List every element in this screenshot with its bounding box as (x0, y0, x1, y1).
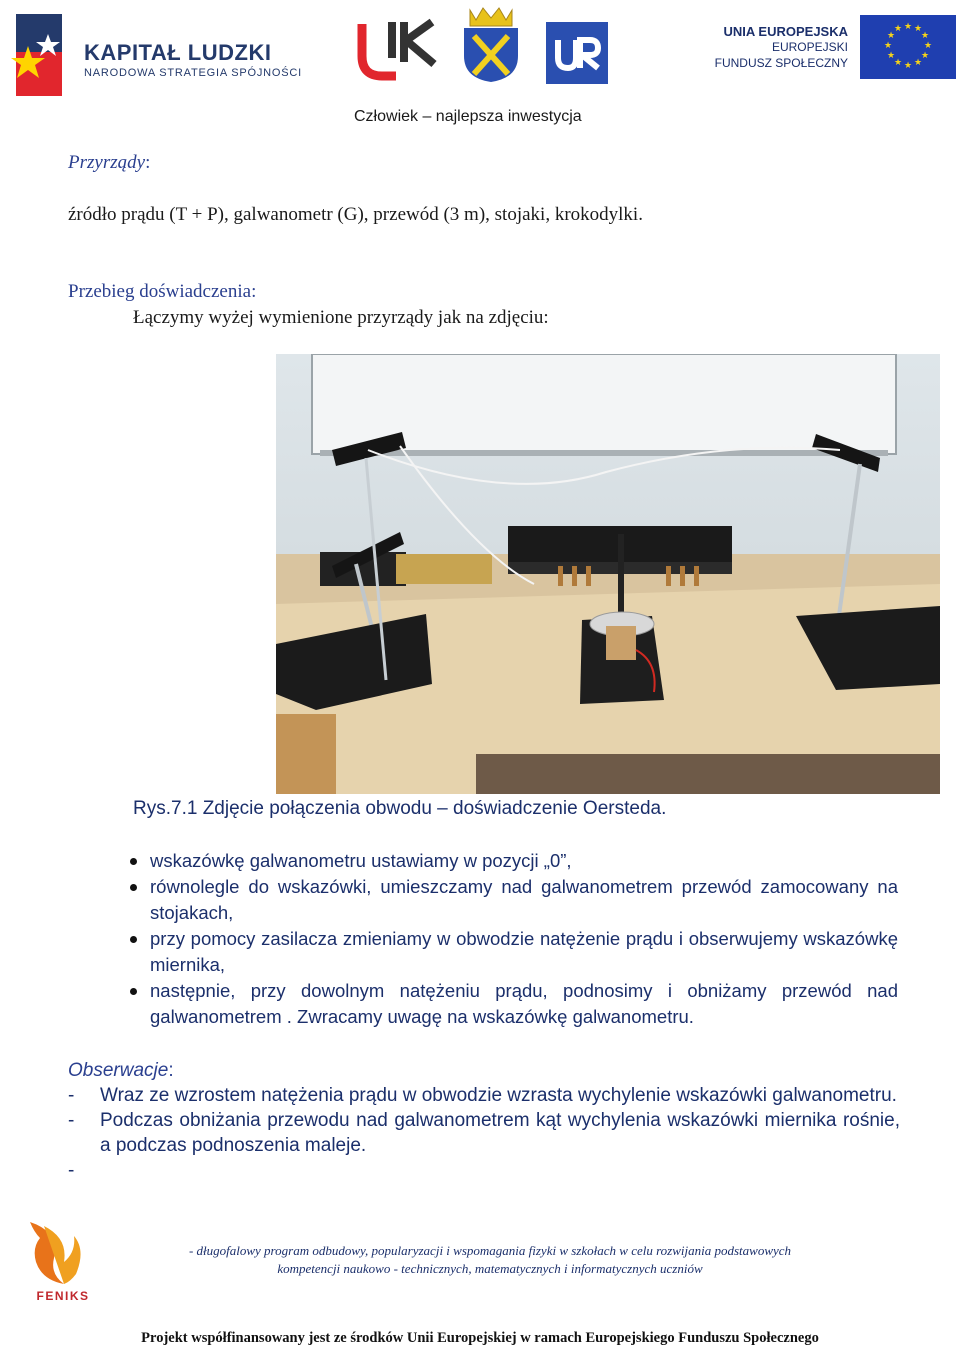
przyrzady-heading: Przyrządy (68, 152, 146, 173)
przebieg-text: Łączymy wyżej wymienione przyrządy jak na zdjęciu: (133, 307, 549, 328)
slogan: Człowiek – najlepsza inwestycja (354, 108, 582, 125)
experiment-photo (276, 354, 940, 794)
przyrzady-text: źródło prądu (T + P), galwanometr (G), przewód (3 m), stojaki, krokodylki. (68, 204, 643, 225)
svg-text:★: ★ (923, 41, 933, 51)
observation-dash: - (68, 1110, 75, 1131)
feniks-flame-icon (24, 1218, 102, 1304)
svg-text:★: ★ (893, 58, 903, 68)
przebieg-heading: Przebieg doświadczenia (68, 281, 252, 302)
crest-logo (460, 4, 522, 84)
photo-caption: Rys.7.1 Zdjęcie połączenia obwodu – doświadczenie Oersteda. (133, 798, 667, 819)
przyrzady-colon: : (145, 152, 151, 173)
observation-item (68, 1083, 900, 1108)
kapital-ludzki-logo (8, 12, 80, 100)
przyrzady-heading-line (68, 152, 150, 174)
procedure-item: następnie, przy dowolnym natężeniu prądu, podnosimy i obniżamy przewód nad galwanometrem . Zwracamy uwagę na wskazówkę galwanometru. (130, 978, 898, 1030)
observations-section (68, 1058, 900, 1183)
eu-line-2: EUROPEJSKI (771, 40, 848, 54)
kapital-ludzki-emblem-icon (8, 12, 80, 100)
svg-text:★: ★ (903, 61, 913, 71)
ujk-emblem-icon (356, 18, 442, 82)
svg-text:★: ★ (913, 58, 923, 68)
observation-text: Podczas obniżania przewodu nad galwanometrem kąt wychylenia wskazówki miernika rośnie, a podczas podnoszenia maleje. (100, 1110, 900, 1156)
przebieg-heading-line (68, 281, 256, 303)
crest-shield-icon (460, 4, 522, 84)
feniks-logo-text: FENIKS (36, 1289, 90, 1303)
procedure-item: przy pomocy zasilacza zmieniamy w obwodzie natężenie prądu i obserwujemy wskazówkę miernika, (130, 926, 898, 978)
procedure-item: wskazówkę galwanometru ustawiamy w pozycji „0”, (130, 848, 898, 874)
eu-flag (860, 15, 956, 79)
obserwacje-heading: Obserwacje (68, 1060, 169, 1081)
svg-text:★: ★ (886, 31, 896, 41)
footer-line-1: - długofalowy program odbudowy, popularyzacji i wspomagania fizyki w szkołach w celu rozwijania podstawowych (188, 1243, 792, 1258)
przebieg-colon: : (251, 281, 257, 302)
eu-line-3: FUNDUSZ SPOŁECZNY (714, 56, 848, 70)
ur-logo (546, 22, 608, 84)
svg-text:★: ★ (913, 24, 923, 34)
svg-text:★: ★ (886, 51, 896, 61)
footer-program-text (145, 1242, 835, 1278)
procedure-item: równolegle do wskazówki, umieszczamy nad galwanometrem przewód zamocowany na stojakach, (130, 874, 898, 926)
svg-text:★: ★ (883, 41, 893, 51)
footer-funding-text: Projekt współfinansowany jest ze środków Unii Europejskiej w ramach Europejskiego Funduszu Społecznego (141, 1330, 819, 1346)
oersted-setup-photo-icon (276, 354, 940, 794)
kapital-ludzki-title: KAPITAŁ LUDZKI (84, 40, 272, 65)
observation-dash: - (68, 1085, 75, 1106)
svg-text:★: ★ (903, 22, 913, 32)
observation-item (68, 1158, 900, 1183)
obserwacje-colon: : (168, 1060, 174, 1081)
footer-line-2: kompetencji naukowo - technicznych, matematycznych i informatycznych uczniów (277, 1261, 703, 1276)
svg-text:★: ★ (920, 31, 930, 41)
observation-item (68, 1108, 900, 1158)
observation-dash: - (68, 1160, 75, 1181)
kapital-ludzki-subtitle: NARODOWA STRATEGIA SPÓJNOŚCI (84, 67, 302, 79)
observation-text: Wraz ze wzrostem natężenia prądu w obwodzie wzrasta wychylenie wskazówki galwanometru. (100, 1085, 897, 1106)
eu-stars-icon (860, 15, 956, 79)
procedure-list (130, 848, 898, 1030)
eu-line-1: UNIA EUROPEJSKA (723, 24, 848, 39)
ujk-logo (356, 18, 442, 82)
obserwacje-heading-line (68, 1058, 900, 1083)
feniks-logo (24, 1218, 102, 1304)
svg-text:★: ★ (920, 51, 930, 61)
ur-emblem-icon (546, 22, 608, 84)
svg-text:★: ★ (893, 24, 903, 34)
